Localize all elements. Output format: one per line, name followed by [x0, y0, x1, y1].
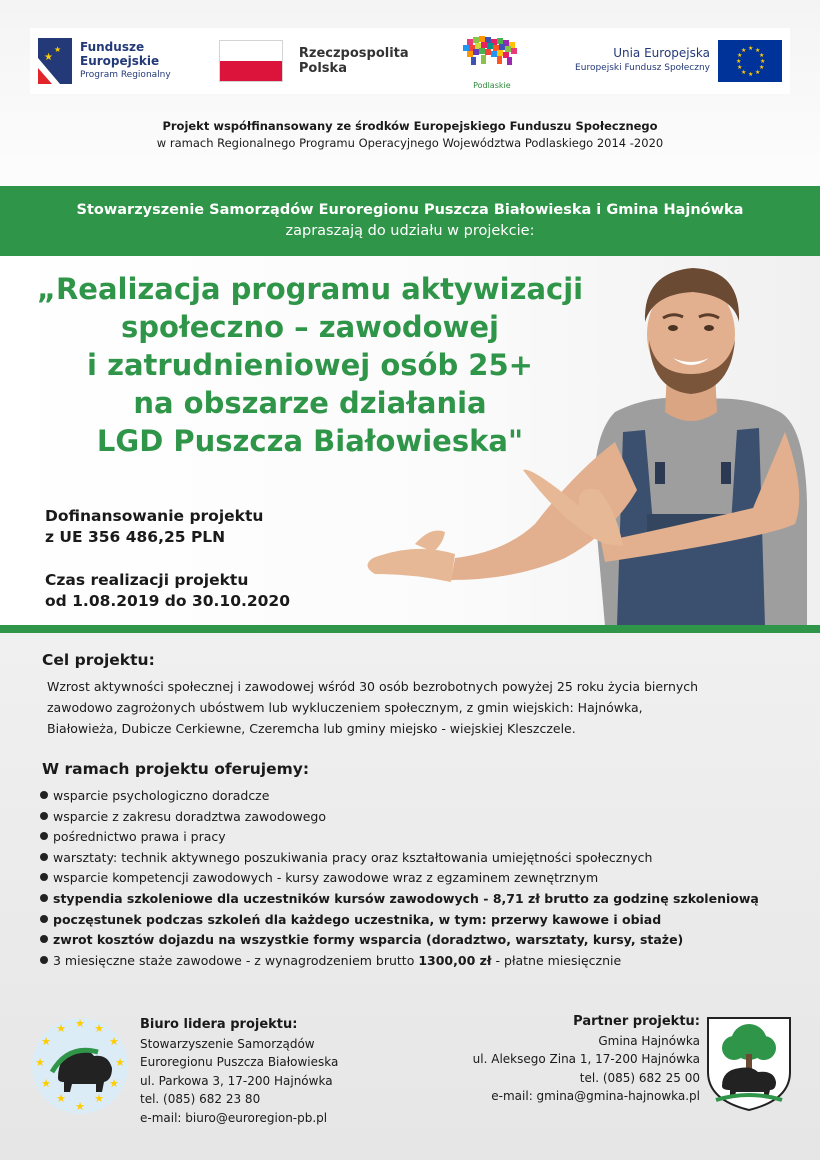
lider-contact — [140, 1016, 338, 1127]
partner-heading: Partner projektu: — [573, 1014, 700, 1029]
period-info — [45, 570, 290, 612]
svg-text:★: ★ — [75, 1017, 85, 1030]
lider-line2: Euroregionu Puszcza Białowieska — [140, 1055, 339, 1069]
svg-text:★: ★ — [735, 58, 742, 65]
euroregion-logo-icon — [28, 1014, 132, 1118]
divider — [0, 625, 820, 633]
offer-item-text: 3 miesięczne staże zawodowe - z wynagrodzeniem brutto — [53, 952, 419, 968]
logo-bar — [30, 28, 790, 94]
list-item — [40, 827, 810, 848]
svg-text:★: ★ — [109, 1035, 119, 1048]
offer-list — [40, 786, 810, 971]
bison-mosaic-icon — [457, 33, 527, 77]
fe-line1: Fundusze — [80, 40, 145, 54]
svg-text:★: ★ — [759, 58, 766, 65]
svg-text:★: ★ — [758, 64, 765, 71]
list-item — [40, 786, 810, 807]
partner-line1: Gmina Hajnówka — [598, 1033, 700, 1048]
rp-logo — [219, 40, 409, 82]
goal-line2: zawodowo zagrożonych ubóstwem lub wykluczeniem społecznym, z gmin wiejskich: Hajnówka, — [47, 700, 643, 715]
svg-text:★: ★ — [736, 64, 743, 71]
svg-text:★: ★ — [109, 1077, 119, 1090]
list-item — [40, 848, 810, 869]
svg-text:★: ★ — [41, 1035, 51, 1048]
goal-line3: Białowieża, Dubicze Cerkiewne, Czeremcha lub gminy miejsko - wiejskiej Kleszczele. — [47, 721, 576, 736]
period-line2: od 1.08.2019 do 30.10.2020 — [45, 592, 291, 610]
lider-email: e-mail: biuro@euroregion-pb.pl — [140, 1110, 328, 1125]
list-item — [40, 910, 810, 931]
funding-info — [45, 506, 263, 548]
svg-text:★: ★ — [736, 52, 743, 59]
fe-line2: Europejskie — [80, 54, 160, 68]
offer-item-text: - płatne miesięcznie — [491, 952, 622, 968]
svg-text:★: ★ — [56, 1092, 66, 1105]
svg-text:★: ★ — [754, 47, 761, 54]
ue-logo — [575, 40, 782, 82]
svg-text:★: ★ — [94, 1022, 104, 1035]
list-item — [40, 930, 810, 951]
rp-line1: Rzeczpospolita — [298, 46, 409, 61]
podlaskie-logo — [457, 33, 527, 90]
svg-text:★: ★ — [740, 69, 747, 76]
cofund-line2: w ramach Regionalnego Programu Operacyjnego Województwa Podlaskiego 2014 -2020 — [156, 136, 664, 150]
funding-line1: Dofinansowanie projektu — [45, 507, 264, 525]
project-title — [20, 270, 600, 460]
lider-line1: Stowarzyszenie Samorządów — [140, 1036, 315, 1051]
bullet-icon — [40, 915, 48, 923]
offer-item-text: wsparcie kompetencji zawodowych - kursy zawodowe wraz z egzaminem zewnętrznym — [53, 870, 599, 886]
fe-flag-icon — [38, 38, 72, 84]
bullet-icon — [40, 832, 48, 840]
svg-text:★: ★ — [115, 1056, 125, 1069]
period-line1: Czas realizacji projektu — [45, 571, 249, 589]
fe-logo — [38, 38, 171, 84]
svg-text:★: ★ — [747, 45, 754, 52]
eu-flag-icon — [718, 40, 782, 82]
svg-text:★: ★ — [54, 45, 62, 54]
rp-line2: Polska — [298, 61, 347, 76]
partner-phone: tel. (085) 682 25 00 — [579, 1070, 700, 1085]
salary-amount: 1300,00 zł — [418, 952, 492, 968]
goal-heading: Cel projektu: — [42, 651, 155, 669]
offer-item-text: stypendia szkoleniowe dla uczestników kursów zawodowych - 8,71 zł brutto za godzinę szkoleniową — [53, 890, 759, 906]
svg-text:★: ★ — [35, 1056, 45, 1069]
title-line3: i zatrudnieniowej osób 25+ — [87, 348, 533, 382]
offer-item-text: poczęstunek podczas szkoleń dla każdego uczestnika, w tym: przerwy kawowe i obiad — [53, 911, 662, 927]
bullet-icon — [40, 956, 48, 964]
band-line2: zapraszają do udziału w projekcie: — [285, 223, 535, 239]
funding-line2: z UE 356 486,25 PLN — [45, 528, 226, 546]
lider-address: ul. Parkowa 3, 17-200 Hajnówka — [140, 1073, 333, 1088]
lider-phone: tel. (085) 682 23 80 — [140, 1092, 261, 1106]
cofund-line1: Projekt współfinansowany ze środków Europejskiego Funduszu Społecznego — [162, 119, 658, 133]
partner-contact — [473, 1013, 700, 1106]
offer-item-text: warsztaty: technik aktywnego poszukiwania pracy oraz kształtowania umiejętności społecznych — [53, 849, 653, 865]
ue-line2: Europejski Fundusz Społeczny — [575, 63, 710, 73]
bullet-icon — [40, 853, 48, 861]
title-line5: LGD Puszcza Białowieska" — [96, 424, 524, 458]
svg-text:★: ★ — [44, 52, 53, 63]
title-line4: na obszarze działania — [133, 386, 487, 420]
invitation-band — [0, 186, 820, 256]
svg-text:★: ★ — [740, 47, 747, 54]
svg-text:★: ★ — [56, 1022, 66, 1035]
goal-line1: Wzrost aktywności społecznej i zawodowej wśród 30 osób bezrobotnych powyżej 25 roku życia biernych — [47, 679, 699, 694]
offer-item-text: zwrot kosztów dojazdu na wszystkie formy wsparcia (doradztwo, warsztaty, kursy, staże) — [53, 932, 684, 948]
cofunding-note — [0, 118, 820, 152]
goal-text — [47, 676, 797, 739]
svg-text:★: ★ — [754, 69, 761, 76]
title-line2: społeczno – zawodowej — [121, 310, 499, 344]
partner-email: e-mail: gmina@gmina-hajnowka.pl — [491, 1089, 700, 1103]
band-line1: Stowarzyszenie Samorządów Euroregionu Puszcza Białowieska i Gmina Hajnówka — [76, 202, 744, 218]
bullet-icon — [40, 873, 48, 881]
bullet-icon — [40, 894, 48, 902]
bullet-icon — [40, 812, 48, 820]
partner-address: ul. Aleksego Zina 1, 17-200 Hajnówka — [472, 1052, 700, 1066]
hajnowka-coat-of-arms-icon — [706, 1016, 792, 1112]
offer-item-text: wsparcie z zakresu doradztwa zawodowego — [53, 808, 326, 824]
list-item — [40, 868, 810, 889]
svg-text:★: ★ — [75, 1100, 85, 1113]
list-item — [40, 807, 810, 828]
ue-line1: Unia Europejska — [613, 46, 710, 60]
list-item — [40, 951, 810, 972]
offer-item-text: wsparcie psychologiczno doradcze — [53, 788, 270, 803]
offer-item-text: pośrednictwo prawa i pracy — [53, 829, 226, 845]
bullet-icon — [40, 935, 48, 943]
fe-line3: Program Regionalny — [80, 70, 171, 80]
lider-heading: Biuro lidera projektu: — [140, 1017, 298, 1032]
svg-text:★: ★ — [94, 1092, 104, 1105]
svg-text:★: ★ — [41, 1077, 51, 1090]
polish-flag-icon — [219, 40, 283, 82]
svg-text:★: ★ — [747, 71, 754, 78]
list-item — [40, 889, 810, 910]
bullet-icon — [40, 791, 48, 799]
title-line1: „Realizacja programu aktywizacji — [36, 272, 584, 306]
podlaskie-label: Podlaskie — [473, 80, 511, 90]
svg-text:★: ★ — [758, 52, 765, 59]
offer-heading: W ramach projektu oferujemy: — [42, 760, 310, 778]
